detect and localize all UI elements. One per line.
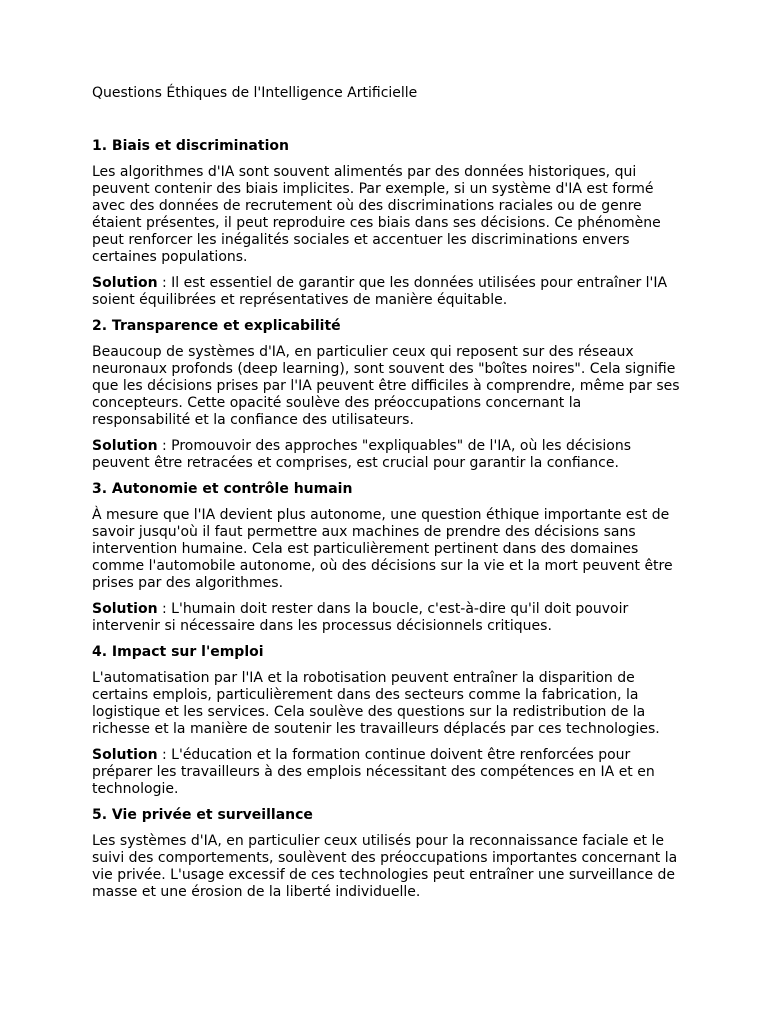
section-heading: 4. Impact sur l'emploi <box>92 644 264 660</box>
document-title: Questions Éthiques de l'Intelligence Artificielle <box>92 85 418 101</box>
section-vie-privee <box>92 807 682 901</box>
section-transparence <box>92 318 682 472</box>
solution-label: Solution <box>92 601 158 617</box>
section-body: Beaucoup de systèmes d'IA, en particulier ceux qui reposent sur des réseaux neuronaux profonds (deep learning), sont souvent des "boîtes noires". Cela signifie que les décisions prises par l'IA peuvent être difficiles à comprendre, même par ses concepteurs. Cette opacité soulève des préoccupations concernant la responsabilité et la confiance des utilisateurs. <box>92 344 680 428</box>
section-body: L'automatisation par l'IA et la robotisation peuvent entraîner la disparition de certains emplois, particulièrement dans des secteurs comme la fabrication, la logistique et les services. Cela soulève des questions sur la redistribution de la richesse et la manière de soutenir les travailleurs déplacés par ces technologies. <box>92 670 660 737</box>
solution-label: Solution <box>92 438 158 454</box>
solution-paragraph <box>92 275 682 309</box>
section-emploi <box>92 644 682 798</box>
section-heading: 2. Transparence et explicabilité <box>92 318 341 334</box>
section-body: Les algorithmes d'IA sont souvent alimentés par des données historiques, qui peuvent contenir des biais implicites. Par exemple, si un système d'IA est formé avec des données de recrutement où des discriminations raciales ou de genre étaient présentes, il peut reproduire ces biais dans ses décisions. Ce phénomène peut renforcer les inégalités sociales et accentuer les discriminations envers certaines populations. <box>92 164 661 265</box>
solution-label: Solution <box>92 275 158 291</box>
solution-paragraph <box>92 438 682 472</box>
section-autonomie <box>92 481 682 635</box>
document-page <box>92 84 682 910</box>
solution-text: : L'éducation et la formation continue doivent être renforcées pour préparer les travailleurs à des emplois nécessitant des compétences en IA et en technologie. <box>92 747 655 797</box>
section-heading: 3. Autonomie et contrôle humain <box>92 481 353 497</box>
solution-text: : L'humain doit rester dans la boucle, c'est-à-dire qu'il doit pouvoir intervenir si nécessaire dans les processus décisionnels critiques. <box>92 601 629 634</box>
solution-text: : Promouvoir des approches "expliquables" de l'IA, où les décisions peuvent être retracées et comprises, est crucial pour garantir la confiance. <box>92 438 632 471</box>
section-biais <box>92 138 682 309</box>
section-body: Les systèmes d'IA, en particulier ceux utilisés pour la reconnaissance faciale et le suivi des comportements, soulèvent des préoccupations importantes concernant la vie privée. L'usage excessif de ces technologies peut entraîner une surveillance de masse et une érosion de la liberté individuelle. <box>92 833 678 900</box>
solution-paragraph <box>92 747 682 798</box>
section-heading: 5. Vie privée et surveillance <box>92 807 313 823</box>
section-heading: 1. Biais et discrimination <box>92 138 289 154</box>
solution-paragraph <box>92 601 682 635</box>
solution-text: : Il est essentiel de garantir que les données utilisées pour entraîner l'IA soient équilibrées et représentatives de manière équitable. <box>92 275 668 308</box>
section-body: À mesure que l'IA devient plus autonome, une question éthique importante est de savoir jusqu'où il faut permettre aux machines de prendre des décisions sans intervention humaine. Cela est particulièrement pertinent dans des domaines comme l'automobile autonome, où des décisions sur la vie et la mort peuvent être prises par des algorithmes. <box>92 507 673 591</box>
solution-label: Solution <box>92 747 158 763</box>
